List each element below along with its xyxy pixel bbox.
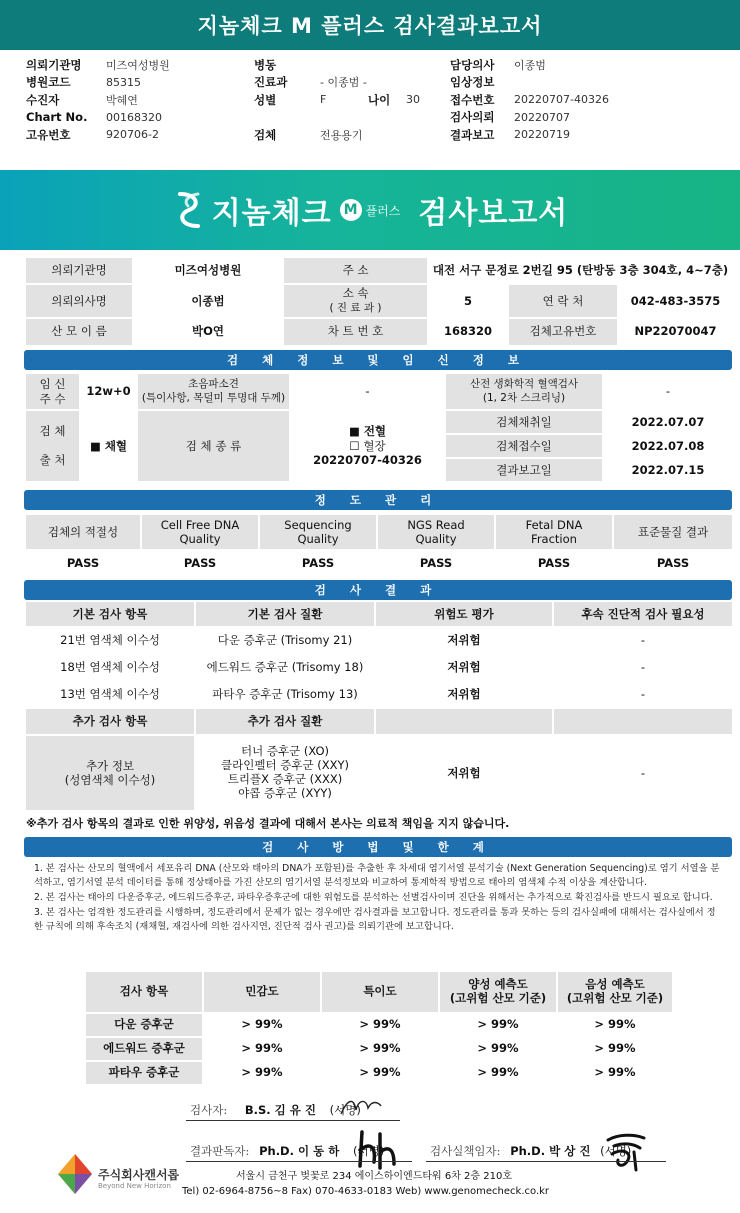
info-label: 검사의뢰 bbox=[450, 110, 495, 125]
mother-value: 박O연 bbox=[133, 318, 283, 346]
result-item: 18번 염색체 이수성 bbox=[25, 654, 195, 681]
plus-label: 플러스 bbox=[365, 203, 401, 218]
reviewer-signature-line bbox=[186, 1161, 412, 1162]
director-name: Ph.D. 박 상 진 bbox=[510, 1144, 591, 1158]
info-label: 임상정보 bbox=[450, 75, 495, 90]
screening-label: 산전 생화학적 혈액검사 (1, 2차 스크리닝) bbox=[445, 373, 603, 410]
qc-header: NGS Read Quality bbox=[377, 514, 495, 550]
date-value: 2022.07.08 bbox=[603, 434, 733, 458]
qc-table bbox=[24, 513, 734, 577]
director-signature-mark-icon bbox=[604, 1130, 650, 1172]
results-table bbox=[24, 600, 734, 812]
info-label: 담당의사 bbox=[450, 57, 495, 72]
tester-label: 검사자: bbox=[190, 1103, 228, 1117]
company-logo bbox=[56, 1150, 180, 1200]
section-results: 검 사 결 과 bbox=[24, 580, 732, 600]
perf-header: 양성 예측도 (고위험 산모 기준) bbox=[439, 971, 557, 1013]
add-result-followup: - bbox=[553, 735, 733, 811]
info-column-3 bbox=[450, 56, 609, 144]
director-sign-label: (서명) bbox=[600, 1144, 632, 1158]
dept-label bbox=[283, 284, 428, 318]
info-label: Chart No. bbox=[26, 110, 88, 125]
inst-label: 의뢰기관명 bbox=[25, 257, 133, 284]
info-value: 920706-2 bbox=[106, 128, 159, 142]
type-plasma: ☐ 혈장 bbox=[349, 438, 386, 453]
qc-value: PASS bbox=[25, 550, 141, 576]
table-row bbox=[25, 681, 733, 708]
inst-value: 미즈여성병원 bbox=[133, 257, 283, 284]
dept-label-text: 소 속 bbox=[342, 286, 369, 300]
disclaimer-text: ※추가 검사 항목의 결과로 인한 위양성, 위음성 결과에 대해서 본사는 의료적 책임을 지지 않습니다. bbox=[26, 817, 510, 830]
perf-header: 검사 항목 bbox=[85, 971, 203, 1013]
date-label: 검체접수일 bbox=[445, 434, 603, 458]
perf-value: > 99% bbox=[321, 1013, 439, 1037]
screening-value: - bbox=[603, 373, 733, 410]
result-disease: 에드워드 증후군 (Trisomy 18) bbox=[195, 654, 375, 681]
add-result-item: 추가 정보 (성염색체 이수성) bbox=[25, 735, 195, 811]
age-value: 30 bbox=[406, 93, 420, 107]
info-column-2 bbox=[254, 56, 420, 144]
reviewer-label: 결과판독자: bbox=[190, 1144, 250, 1158]
info-label: 접수번호 bbox=[450, 92, 495, 107]
dna-logo-icon bbox=[172, 190, 206, 230]
perf-value: > 99% bbox=[321, 1061, 439, 1085]
info-label: 고유번호 bbox=[26, 127, 71, 142]
footer-contact: Tel) 02-6964-8756~8 Fax) 070-4633-0183 Web) www.genomecheck.co.kr bbox=[182, 1186, 550, 1197]
method-item: 2. 본 검사는 태아의 다운증후군, 에드워드증후군, 파타우증후군에 대한 위험도를 분석하는 선별검사이며 진단을 위해서는 추가적으로 확진검사를 반드시 필요로 합니다. bbox=[34, 891, 713, 903]
report-title: 지놈체크 M 플러스 검사결과보고서 bbox=[0, 0, 740, 50]
section-specimen-info: 검 체 정 보 및 임 신 정 보 bbox=[24, 350, 732, 370]
tester-signature-mark-icon bbox=[338, 1094, 384, 1120]
perf-value: > 99% bbox=[557, 1013, 673, 1037]
result-item: 21번 염색체 이수성 bbox=[25, 627, 195, 654]
specimen-table bbox=[24, 372, 734, 483]
info-label: 의뢰기관명 bbox=[26, 57, 82, 72]
date-label: 결과보고일 bbox=[445, 458, 603, 482]
result-disease: 파타우 증후군 (Trisomy 13) bbox=[195, 681, 375, 708]
dept-sub-label: ( 진 료 과 ) bbox=[329, 302, 382, 315]
director-label: 검사실책임자: bbox=[430, 1144, 501, 1158]
result-risk: 저위험 bbox=[375, 627, 553, 654]
contact-label: 연 락 처 bbox=[508, 284, 618, 318]
table-row bbox=[85, 1037, 673, 1061]
perf-item: 파타우 증후군 bbox=[85, 1061, 203, 1085]
perf-value: > 99% bbox=[203, 1013, 321, 1037]
footer-address: 서울시 금천구 벚꽃로 234 에이스하이엔드타워 6차 2층 210호 bbox=[236, 1171, 513, 1182]
client-table bbox=[24, 256, 734, 347]
qc-header: 검체의 적절성 bbox=[25, 514, 141, 550]
section-qc: 정 도 관 리 bbox=[24, 490, 732, 510]
perf-value: > 99% bbox=[439, 1061, 557, 1085]
table-row bbox=[85, 1061, 673, 1085]
section-method: 검 사 방 법 및 한 계 bbox=[24, 837, 732, 857]
qc-header: Sequencing Quality bbox=[259, 514, 377, 550]
qc-value: PASS bbox=[613, 550, 733, 576]
perf-value: > 99% bbox=[439, 1013, 557, 1037]
info-label: 수진자 bbox=[26, 92, 60, 107]
add-result-risk: 저위험 bbox=[375, 735, 553, 811]
brand-banner bbox=[0, 170, 740, 250]
type-id: 20220707-40326 bbox=[313, 453, 422, 468]
reviewer-name: Ph.D. 이 동 하 bbox=[259, 1144, 340, 1158]
ga-label: 임 신 주 수 bbox=[25, 373, 80, 410]
patient-info-grid bbox=[26, 56, 726, 156]
result-item: 13번 염색체 이수성 bbox=[25, 681, 195, 708]
reviewer-sign-label: (서명) bbox=[352, 1144, 385, 1158]
perf-value: > 99% bbox=[557, 1061, 673, 1085]
type-whole-blood: ■ 전혈 bbox=[348, 424, 387, 439]
result-header: 기본 검사 질환 bbox=[195, 601, 375, 627]
add-result-header-blank bbox=[375, 708, 553, 735]
contact-value: 042-483-3575 bbox=[618, 284, 733, 318]
qc-header: Cell Free DNA Quality bbox=[141, 514, 259, 550]
source-label: 검 체 출 처 bbox=[25, 410, 80, 482]
ultrasound-label: 초음파소견 (특이사항, 목덜미 투명대 두께) bbox=[137, 373, 290, 410]
method-list bbox=[34, 862, 724, 935]
result-risk: 저위험 bbox=[375, 654, 553, 681]
mother-label: 산 모 이 름 bbox=[25, 318, 133, 346]
tester-signature-line bbox=[186, 1120, 400, 1121]
chart-label: 차 트 번 호 bbox=[283, 318, 428, 346]
ultrasound-value: - bbox=[290, 373, 445, 410]
tester-name: B.S. 김 유 진 bbox=[244, 1103, 316, 1117]
result-followup: - bbox=[553, 654, 733, 681]
result-followup: - bbox=[553, 627, 733, 654]
info-value: 00168320 bbox=[106, 110, 162, 124]
info-label: 진료과 bbox=[254, 75, 288, 90]
result-followup: - bbox=[553, 681, 733, 708]
method-item: 3. 본 검사는 엄격한 정도관리를 시행하며, 정도관리에서 문제가 없는 경우에만 검사결과를 보고합니다. 정도관리를 통과 못하는 등의 검사실패에 대해서는 검사실에서 정한 규칙에 의해 후속조치 (재채혈, 재검사에 의한 검사지연, 진단적 검사 권고)를 의뢰기관에 보고합니다. bbox=[34, 906, 716, 932]
perf-header: 음성 예측도 (고위험 산모 기준) bbox=[557, 971, 673, 1013]
date-value: 2022.07.07 bbox=[603, 410, 733, 434]
dept-value: 5 bbox=[428, 284, 508, 318]
info-label: 병원코드 bbox=[26, 75, 71, 90]
info-column-1 bbox=[26, 56, 170, 144]
addr-value: 대전 서구 문정로 2번길 95 (탄방동 3층 304호, 4~7층) bbox=[428, 257, 733, 284]
info-value: - 이종범 - bbox=[320, 76, 367, 90]
ga-value: 12w+0 bbox=[80, 373, 137, 410]
qc-value: PASS bbox=[495, 550, 613, 576]
banner-report-title: 검사보고서 bbox=[418, 196, 569, 231]
info-value: 이종범 bbox=[514, 58, 546, 72]
info-value: 미즈여성병원 bbox=[106, 58, 170, 72]
info-label: 병동 bbox=[254, 57, 277, 72]
perf-value: > 99% bbox=[203, 1037, 321, 1061]
result-risk: 저위험 bbox=[375, 681, 553, 708]
brand-name: 지놈체크 bbox=[211, 196, 332, 231]
tester-signature bbox=[190, 1102, 361, 1118]
specimen-id-value: NP22070047 bbox=[618, 318, 733, 346]
add-result-header: 추가 검사 항목 bbox=[25, 708, 195, 735]
method-item: 1. 본 검사는 산모의 혈액에서 세포유리 DNA (산모와 태아의 DNA가 포함된)를 추출한 후 차세대 염기서열 분석기술 (Next Generation Sequencing)로 염기 서열을 분석하고, 염기서열 분석 데이터를 통해 정상태아를 가진 산모의 염기서열 분석정보와 비교하여 통계학적 방법으로 태아의 염색체 수적 이상을 계산합니다. bbox=[34, 863, 720, 888]
table-row bbox=[25, 654, 733, 681]
info-value: 전용용기 bbox=[320, 128, 363, 142]
perf-item: 에드워드 증후군 bbox=[85, 1037, 203, 1061]
age-label: 나이 bbox=[368, 92, 391, 107]
info-value: 20220719 bbox=[514, 128, 570, 142]
info-value: 박혜연 bbox=[106, 93, 138, 107]
result-header: 후속 진단적 검사 필요성 bbox=[553, 601, 733, 627]
tester-sign-label: (서명) bbox=[329, 1103, 361, 1117]
table-row bbox=[25, 627, 733, 654]
perf-value: > 99% bbox=[321, 1037, 439, 1061]
table-row bbox=[25, 735, 733, 811]
qc-value: PASS bbox=[377, 550, 495, 576]
addr-label: 주 소 bbox=[283, 257, 428, 284]
result-disease: 다운 증후군 (Trisomy 21) bbox=[195, 627, 375, 654]
performance-table bbox=[84, 970, 674, 1086]
info-value: 20220707-40326 bbox=[514, 93, 609, 107]
specimen-id-label: 검체고유번호 bbox=[508, 318, 618, 346]
info-label: 결과보고 bbox=[450, 127, 495, 142]
perf-header: 특이도 bbox=[321, 971, 439, 1013]
company-tagline: Beyond New Horizon bbox=[98, 1182, 171, 1190]
qc-header: 표준물질 결과 bbox=[613, 514, 733, 550]
perf-header: 민감도 bbox=[203, 971, 321, 1013]
company-name: 주식회사캔서롭 bbox=[98, 1168, 180, 1182]
type-label: 검 체 종 류 bbox=[137, 410, 290, 482]
director-signature-line bbox=[426, 1161, 666, 1162]
type-value bbox=[290, 410, 445, 482]
info-value: 85315 bbox=[106, 75, 141, 89]
info-label: 검체 bbox=[254, 127, 277, 142]
result-header: 위험도 평가 bbox=[375, 601, 553, 627]
qc-header: Fetal DNA Fraction bbox=[495, 514, 613, 550]
add-result-diseases: 터너 증후군 (XO) 클라인펠터 증후군 (XXY) 트리플X 증후군 (XXX) 야콥 증후군 (XYY) bbox=[195, 735, 375, 811]
reviewer-signature-mark-icon bbox=[354, 1128, 402, 1172]
table-row bbox=[85, 1013, 673, 1037]
info-label: 성별 bbox=[254, 92, 277, 107]
info-value: 20220707 bbox=[514, 110, 570, 124]
perf-value: > 99% bbox=[557, 1037, 673, 1061]
m-badge: M bbox=[340, 199, 362, 221]
perf-value: > 99% bbox=[203, 1061, 321, 1085]
perf-value: > 99% bbox=[439, 1037, 557, 1061]
result-header: 기본 검사 항목 bbox=[25, 601, 195, 627]
director-signature bbox=[430, 1143, 631, 1159]
source-value: ■ 채혈 bbox=[80, 410, 137, 482]
company-logo-icon bbox=[56, 1152, 94, 1196]
qc-value: PASS bbox=[259, 550, 377, 576]
qc-value: PASS bbox=[141, 550, 259, 576]
perf-item: 다운 증후군 bbox=[85, 1013, 203, 1037]
add-result-header-blank bbox=[553, 708, 733, 735]
doctor-value: 이종범 bbox=[133, 284, 283, 318]
date-label: 검체채취일 bbox=[445, 410, 603, 434]
chart-value: 168320 bbox=[428, 318, 508, 346]
add-result-header: 추가 검사 질환 bbox=[195, 708, 375, 735]
info-value: F bbox=[320, 93, 327, 107]
doctor-label: 의뢰의사명 bbox=[25, 284, 133, 318]
date-value: 2022.07.15 bbox=[603, 458, 733, 482]
